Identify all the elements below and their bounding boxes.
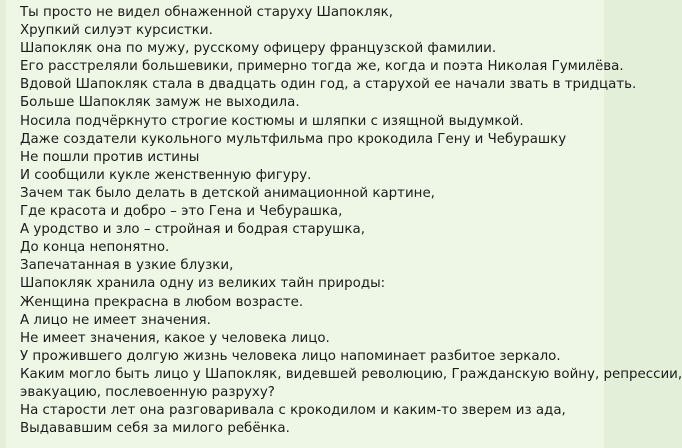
message-line: Хрупкий силуэт курсистки. <box>20 23 213 39</box>
message-line: И сообщили кукле женственную фигуру. <box>20 167 312 183</box>
message-line: Вдовой Шапокляк стала в двадцать один год, а старухой ее начали звать в тридцать. <box>20 77 637 93</box>
message-line: Женщина прекрасна в любом возрасте. <box>20 294 304 310</box>
message-line: Зачем так было делать в детской анимационной картине, <box>20 185 435 201</box>
message-line: Носила подчёркнуто строгие костюмы и шляпки с изящной выдумкой. <box>20 113 524 129</box>
message-line: Шапокляк хранила одну из великих тайн природы: <box>20 276 386 292</box>
message-line: Больше Шапокляк замуж не выходила. <box>20 95 300 111</box>
message-line: Не имеет значения, какое у человека лицо. <box>20 330 330 346</box>
message-line: Шапокляк она по мужу, русскому офицеру французской фамилии. <box>20 41 497 57</box>
message-line: Где красота и добро – это Гена и Чебурашка, <box>20 204 343 220</box>
message-bubble <box>6 0 682 448</box>
message-line: эвакуацию, послевоенную разруху? <box>20 384 275 400</box>
message-line: Каким могло быть лицо у Шапокляк, видевшей революцию, Гражданскую войну, репрессии, <box>20 366 682 382</box>
message-line: Выдававшим себя за милого ребёнка. <box>20 421 290 437</box>
message-line: Его расстреляли большевики, примерно тогда же, когда и поэта Николая Гумилёва. <box>20 59 624 75</box>
message-line: На старости лет она разговаривала с крокодилом и каким-то зверем из ада, <box>20 403 566 419</box>
message-line: Запечатанная в узкие блузки, <box>20 258 234 274</box>
message-line: До конца непонятно. <box>20 240 170 256</box>
message-line: А лицо не имеет значения. <box>20 312 211 328</box>
message-line: Ты просто не видел обнаженной старуху Шапокляк, <box>20 5 394 20</box>
message-line: У прожившего долгую жизнь человека лицо напоминает разбитое зеркало. <box>20 348 561 364</box>
message-line: Не пошли против истины <box>20 149 200 165</box>
message-line: А уродство и зло – стройная и бодрая старушка, <box>20 222 365 238</box>
message-line: Даже создатели кукольного мультфильма про крокодила Гену и Чебурашку <box>20 131 567 147</box>
